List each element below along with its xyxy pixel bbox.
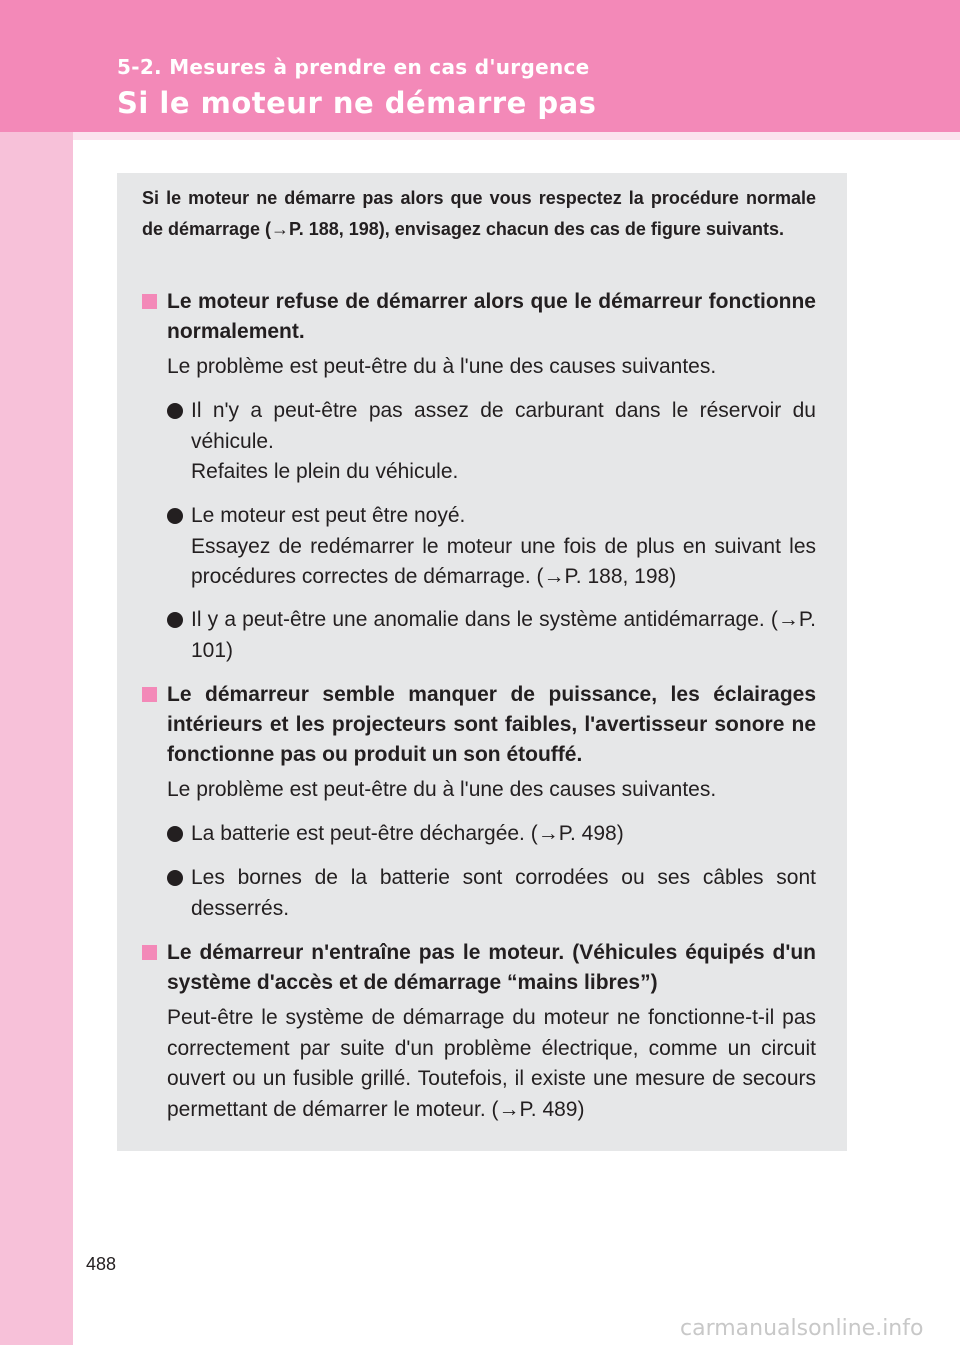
bullet-text: La batterie est peut-être déchargée. (→P. 498) xyxy=(191,822,624,845)
bullet-item xyxy=(167,819,816,850)
section-heading-text: Le démarreur semble manquer de puissance, les éclairages intérieurs et les projecteurs sont faibles, l'avertisseur sonore ne fonctionne pas ou produit un son étouffé. xyxy=(167,683,816,766)
intro-paragraph: Si le moteur ne démarre pas alors que vous respectez la procédure normale de démarrage (→P. 188, 198), envisagez chacun des cas de figure suivants. xyxy=(142,188,816,239)
side-strip xyxy=(0,0,73,1345)
bullet-text: Il y a peut-être une anomalie dans le système antidémarrage. (→P. 101) xyxy=(191,608,816,662)
bullet-dot-icon xyxy=(167,612,183,628)
section-intro: Le problème est peut-être du à l'une des causes suivantes. xyxy=(167,778,717,801)
bullet-item xyxy=(167,863,816,924)
square-bullet-icon xyxy=(142,945,157,960)
section-body: Peut-être le système de démarrage du moteur ne fonctionne-t-il pas correctement par suite d'un problème électrique, comme un circuit ouvert ou un fusible grillé. Toutefois, il existe une mesure de secours permettant de démarrer le moteur. (→P. 489) xyxy=(167,1006,816,1121)
section-heading xyxy=(142,680,816,770)
bullet-text: Les bornes de la batterie sont corrodées ou ses câbles sont desserrés. xyxy=(191,866,816,920)
bullet-item xyxy=(167,396,816,488)
bullet-dot-icon xyxy=(167,826,183,842)
bullet-dot-icon xyxy=(167,870,183,886)
section-heading xyxy=(142,938,816,998)
square-bullet-icon xyxy=(142,294,157,309)
bullet-item xyxy=(167,605,816,666)
section-heading xyxy=(142,287,816,347)
section-heading-text: Le moteur refuse de démarrer alors que le démarreur fonctionne normalement. xyxy=(167,290,816,343)
section-heading-text: Le démarreur n'entraîne pas le moteur. (Véhicules équipés d'un système d'accès et de démarrage “mains libres”) xyxy=(167,941,816,994)
content-box xyxy=(117,173,847,1151)
bullet-dot-icon xyxy=(167,403,183,419)
page-number: 488 xyxy=(86,1254,117,1274)
square-bullet-icon xyxy=(142,687,157,702)
watermark: carmanualsonline.info xyxy=(680,1316,924,1341)
bullet-subtext: Essayez de redémarrer le moteur une fois de plus en suivant les procédures correctes de démarrage. (→P. 188, 198) xyxy=(191,534,816,588)
section-label: 5-2. Mesures à prendre en cas d'urgence xyxy=(117,55,590,79)
bullet-text: Le moteur est peut être noyé. xyxy=(191,504,466,527)
bullet-subtext: Refaites le plein du véhicule. xyxy=(191,460,459,483)
header-divider xyxy=(73,132,960,140)
bullet-text: Il n'y a peut-être pas assez de carburant dans le réservoir du véhicule. xyxy=(191,399,816,453)
section-intro: Le problème est peut-être du à l'une des causes suivantes. xyxy=(167,355,717,378)
bullet-item xyxy=(167,501,816,593)
page-header xyxy=(0,0,960,132)
bullet-dot-icon xyxy=(167,508,183,524)
page-title: Si le moteur ne démarre pas xyxy=(117,86,597,120)
